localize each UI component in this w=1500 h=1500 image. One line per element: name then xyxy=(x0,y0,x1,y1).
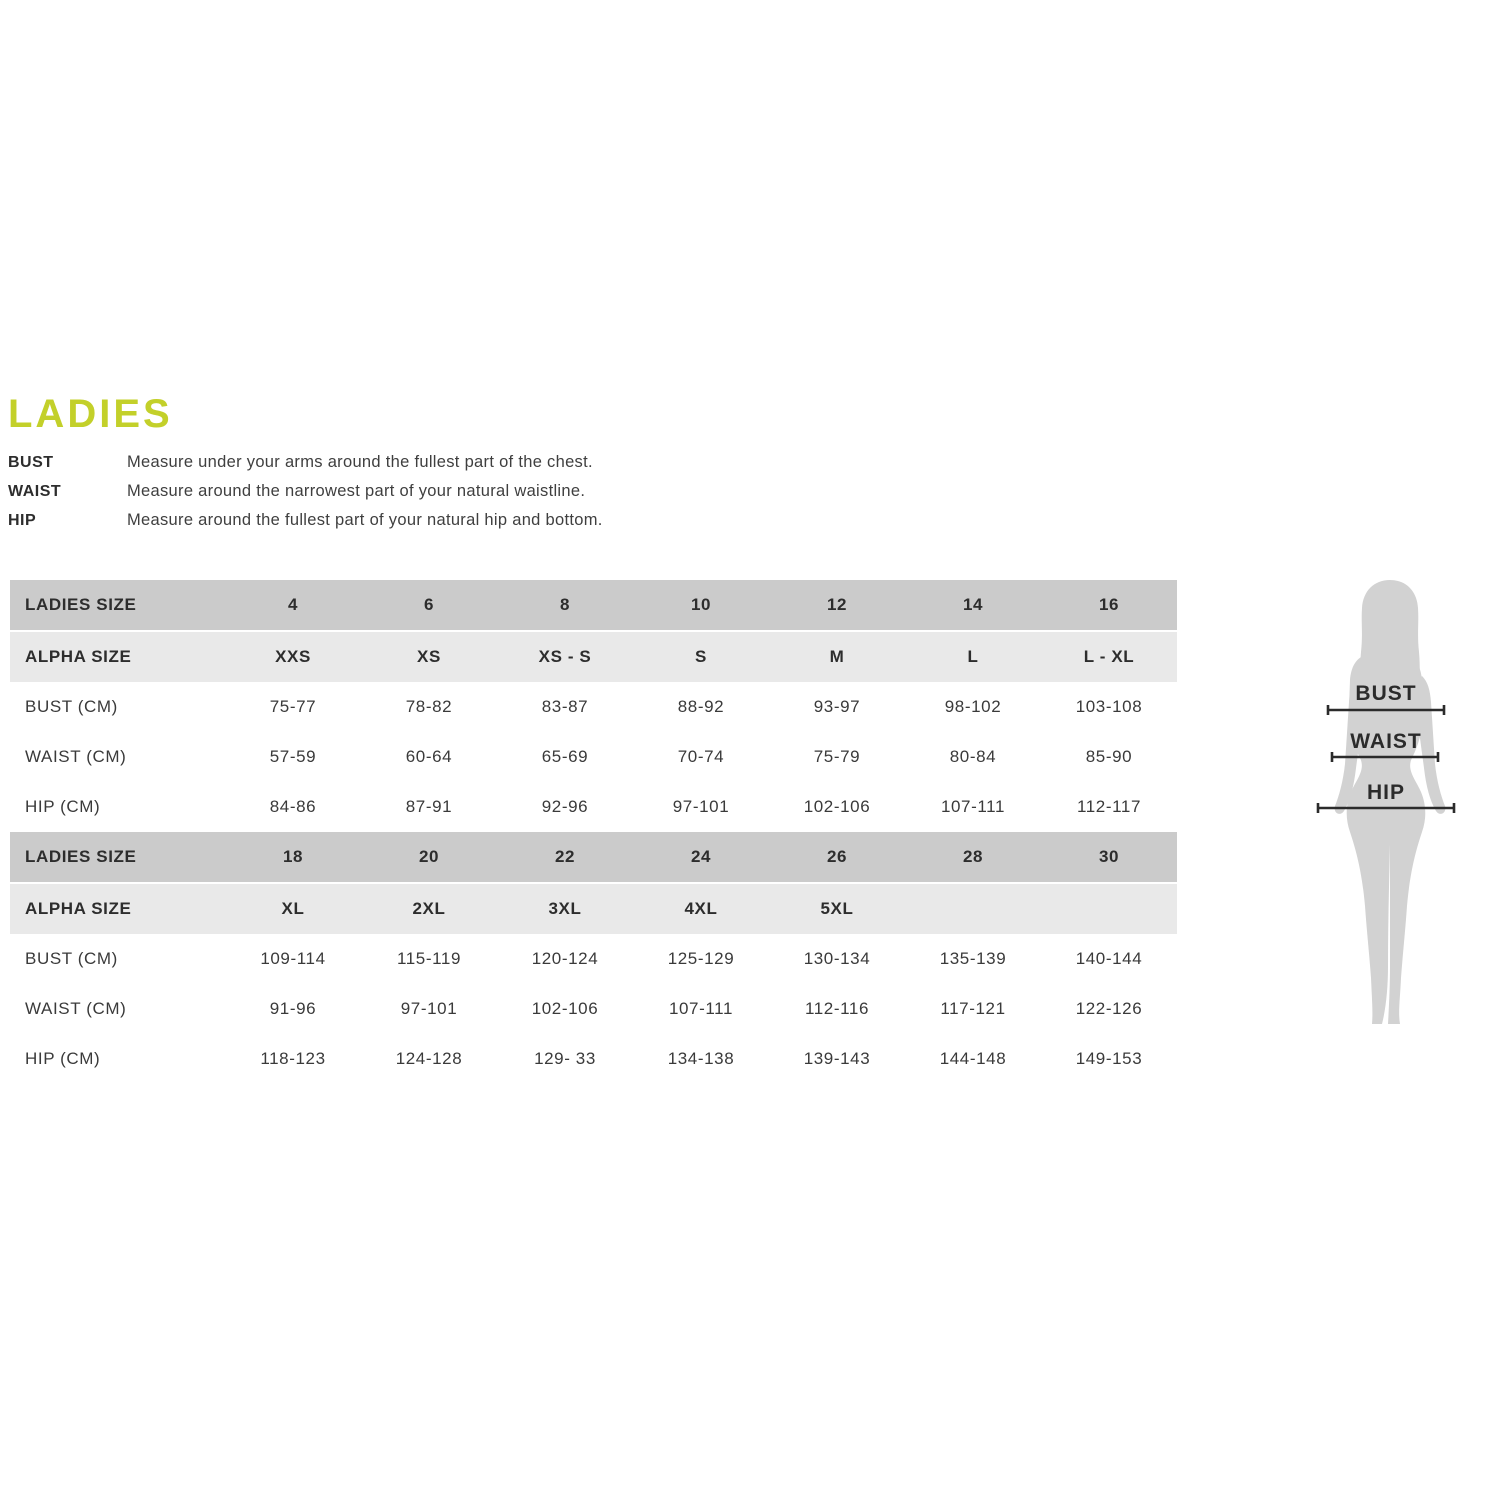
waist-value: 60-64 xyxy=(405,747,453,766)
alpha-value: M xyxy=(829,647,845,666)
bust-value: 120-124 xyxy=(531,949,599,968)
alpha-value: S xyxy=(695,647,707,666)
guide-label-hip: HIP xyxy=(8,512,37,529)
size-value: 22 xyxy=(554,847,576,866)
waist-value: 97-101 xyxy=(400,999,458,1018)
guide-row-waist xyxy=(8,482,603,511)
guide-text-waist: Measure around the narrowest part of your natural waistline. xyxy=(127,482,586,500)
waist-row-2 xyxy=(10,984,1177,1034)
guide-row-hip xyxy=(8,511,603,540)
guide-text-bust: Measure under your arms around the fullest part of the chest. xyxy=(127,453,593,471)
size-value: 30 xyxy=(1098,847,1120,866)
alpha-value: XS - S xyxy=(538,647,592,666)
bust-value: 115-119 xyxy=(396,949,462,968)
bust-value: 125-129 xyxy=(667,949,735,968)
size-value: 20 xyxy=(418,847,440,866)
waist-value: 91-96 xyxy=(269,999,317,1018)
waist-value: 65-69 xyxy=(541,747,589,766)
waist-value: 75-79 xyxy=(813,747,861,766)
hip-value: 149-153 xyxy=(1075,1049,1143,1068)
size-value: 10 xyxy=(690,595,712,614)
waist-value: 80-84 xyxy=(949,747,997,766)
row-header: ALPHA SIZE xyxy=(25,647,132,666)
bust-value: 135-139 xyxy=(939,949,1007,968)
row-header: ALPHA SIZE xyxy=(25,899,132,918)
bust-value: 140-144 xyxy=(1075,949,1143,968)
alpha-value: L - XL xyxy=(1083,647,1135,666)
alpha-value: L xyxy=(967,647,979,666)
hip-value: 84-86 xyxy=(269,797,317,816)
waist-row-1 xyxy=(10,732,1177,782)
female-silhouette-figure xyxy=(1310,576,1465,1028)
guide-row-bust xyxy=(8,453,603,482)
size-value: 16 xyxy=(1098,595,1120,614)
row-header: WAIST (CM) xyxy=(25,999,127,1018)
bust-value: 88-92 xyxy=(677,697,725,716)
waist-value: 122-126 xyxy=(1075,999,1143,1018)
size-value: 24 xyxy=(690,847,712,866)
alpha-value: XXS xyxy=(275,647,311,666)
bust-value: 93-97 xyxy=(813,697,861,716)
waist-value: 57-59 xyxy=(269,747,317,766)
size-value: 4 xyxy=(287,595,299,614)
size-value: 18 xyxy=(282,847,304,866)
hip-value: 129- 33 xyxy=(534,1049,596,1068)
figure-waist-label: WAIST xyxy=(1350,730,1422,753)
alpha-value: XL xyxy=(281,899,305,918)
size-value: 6 xyxy=(423,595,435,614)
alpha-size-row-2 xyxy=(10,884,1177,934)
ladies-size-row-1 xyxy=(10,580,1177,630)
size-table xyxy=(10,580,1177,1084)
waist-value: 70-74 xyxy=(677,747,725,766)
hip-value: 92-96 xyxy=(541,797,589,816)
guide-label-waist: WAIST xyxy=(8,483,62,500)
hip-value: 102-106 xyxy=(803,797,871,816)
bust-value: 109-114 xyxy=(260,949,326,968)
row-header: BUST (CM) xyxy=(25,949,118,968)
size-value: 8 xyxy=(559,595,571,614)
alpha-value: XS xyxy=(417,647,441,666)
alpha-value: 4XL xyxy=(684,899,718,918)
page-title: LADIES xyxy=(8,392,173,436)
size-value: 14 xyxy=(962,595,984,614)
hip-value: 124-128 xyxy=(395,1049,463,1068)
hip-value: 134-138 xyxy=(667,1049,735,1068)
hip-value: 97-101 xyxy=(672,797,730,816)
waist-value: 85-90 xyxy=(1085,747,1133,766)
size-value: 26 xyxy=(826,847,848,866)
hip-value: 118-123 xyxy=(260,1049,326,1068)
alpha-size-row-1 xyxy=(10,632,1177,682)
hip-value: 112-117 xyxy=(1076,797,1142,816)
ladies-size-row-2 xyxy=(10,832,1177,882)
hip-value: 144-148 xyxy=(939,1049,1007,1068)
bust-value: 98-102 xyxy=(944,697,1002,716)
waist-value: 102-106 xyxy=(531,999,599,1018)
measure-guide xyxy=(8,453,603,540)
guide-label-bust: BUST xyxy=(8,454,54,471)
bust-value: 83-87 xyxy=(541,697,589,716)
bust-value: 130-134 xyxy=(803,949,871,968)
bust-row-2 xyxy=(10,934,1177,984)
waist-value: 117-121 xyxy=(940,999,1006,1018)
row-header: HIP (CM) xyxy=(25,1049,101,1068)
hip-value: 87-91 xyxy=(405,797,453,816)
hip-value: 139-143 xyxy=(803,1049,871,1068)
size-value: 28 xyxy=(962,847,984,866)
hip-row-2 xyxy=(10,1034,1177,1084)
alpha-value: 2XL xyxy=(412,899,446,918)
row-header: LADIES SIZE xyxy=(25,595,137,614)
alpha-value: 5XL xyxy=(820,899,854,918)
bust-value: 103-108 xyxy=(1075,697,1143,716)
hip-row-1 xyxy=(10,782,1177,832)
bust-row-1 xyxy=(10,682,1177,732)
bust-value: 78-82 xyxy=(405,697,453,716)
figure-bust-label: BUST xyxy=(1355,682,1417,705)
bust-value: 75-77 xyxy=(269,697,317,716)
row-header: BUST (CM) xyxy=(25,697,118,716)
waist-value: 107-111 xyxy=(668,999,734,1018)
guide-text-hip: Measure around the fullest part of your natural hip and bottom. xyxy=(127,511,603,529)
hip-value: 107-111 xyxy=(940,797,1006,816)
size-value: 12 xyxy=(826,595,848,614)
alpha-value: 3XL xyxy=(548,899,582,918)
row-header: LADIES SIZE xyxy=(25,847,137,866)
row-header: WAIST (CM) xyxy=(25,747,127,766)
figure-hip-label: HIP xyxy=(1366,781,1406,804)
row-header: HIP (CM) xyxy=(25,797,101,816)
waist-value: 112-116 xyxy=(804,999,870,1018)
